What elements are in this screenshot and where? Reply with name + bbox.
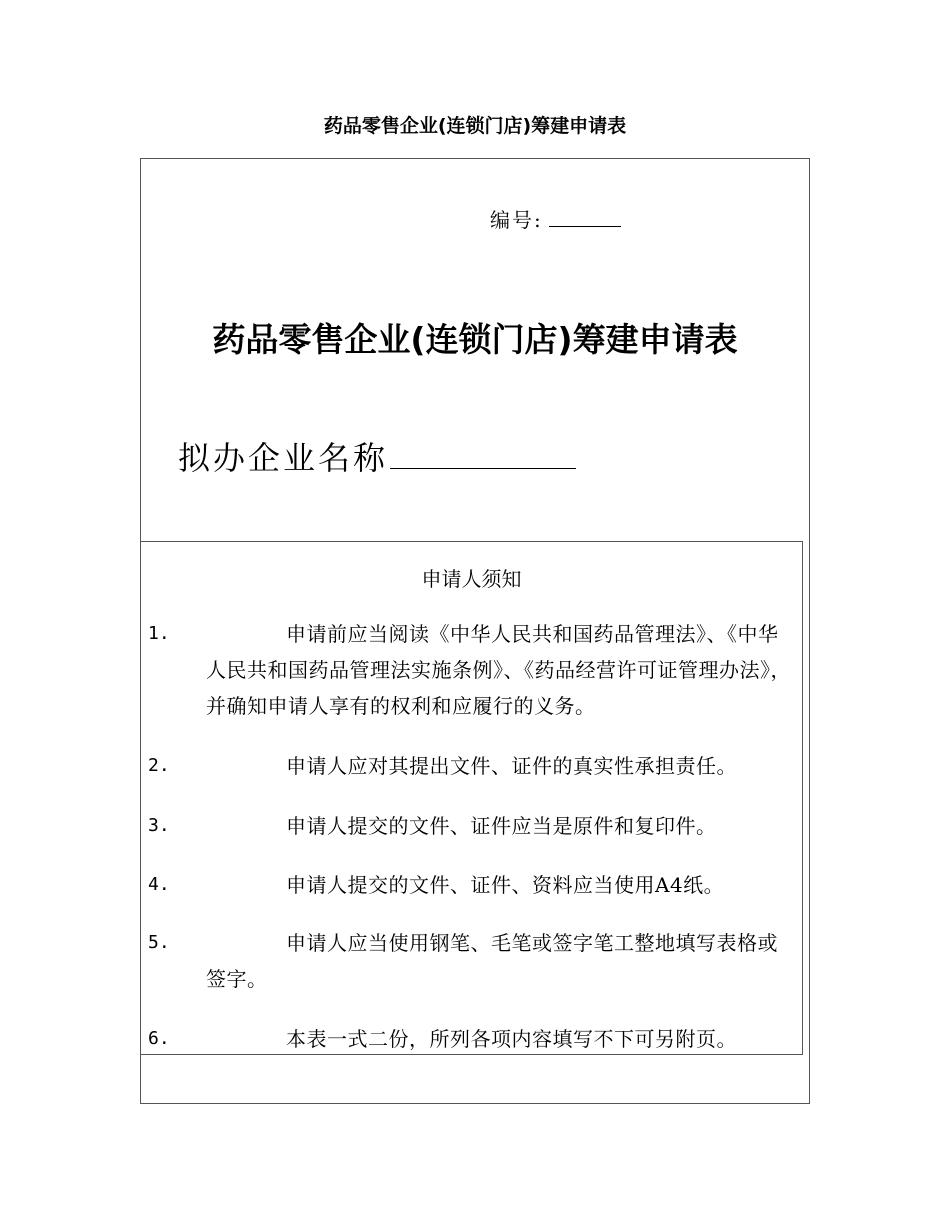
notice-item-6: [148, 1021, 798, 1057]
notice-item-4: [148, 867, 798, 903]
company-name-label: 拟办企业名称: [178, 439, 389, 477]
notice-item-text: 申请人应对其提出文件、证件的真实性承担责任。: [286, 754, 737, 778]
notice-item-number: 4.: [148, 874, 170, 895]
notice-item-text: 申请人提交的文件、证件应当是原件和复印件。: [286, 814, 717, 838]
document-heading: 药品零售企业(连锁门店)筹建申请表: [323, 115, 627, 137]
notice-item-number: 6.: [148, 1028, 170, 1049]
notice-title: 申请人须知: [421, 567, 522, 591]
notice-item-number: 1.: [148, 623, 170, 644]
company-name-row: [178, 434, 576, 480]
serial-number-blank[interactable]: [549, 206, 621, 227]
notice-item-3: [148, 808, 798, 844]
notice-item-text: 本表一式二份，所列各项内容填写不下可另附页。: [286, 1027, 737, 1051]
notice-item-2: [148, 748, 798, 784]
notice-item-number: 3.: [148, 815, 170, 836]
form-title: 药品零售企业(连锁门店)筹建申请表: [212, 320, 738, 359]
notice-item-5: [148, 925, 798, 997]
serial-number-row: [490, 206, 621, 234]
notice-item-text: 申请人提交的文件、证件、资料应当使用A4纸。: [286, 873, 725, 897]
notice-item-text: 申请前应当阅读《中华人民共和国药品管理法》、《中华人民共和国药品管理法实施条例》、《药品经营许可证管理办法》，并确知申请人享有的权利和应履行的义务。: [206, 622, 791, 718]
serial-number-label: 编号:: [490, 208, 543, 232]
notice-item-text: 申请人应当使用钢笔、毛笔或签字笔工整地填写表格或签字。: [206, 931, 778, 991]
company-name-blank[interactable]: [390, 434, 576, 469]
notice-item-number: 2.: [148, 755, 170, 776]
notice-item-number: 5.: [148, 932, 170, 953]
notice-item-1: [148, 616, 798, 724]
